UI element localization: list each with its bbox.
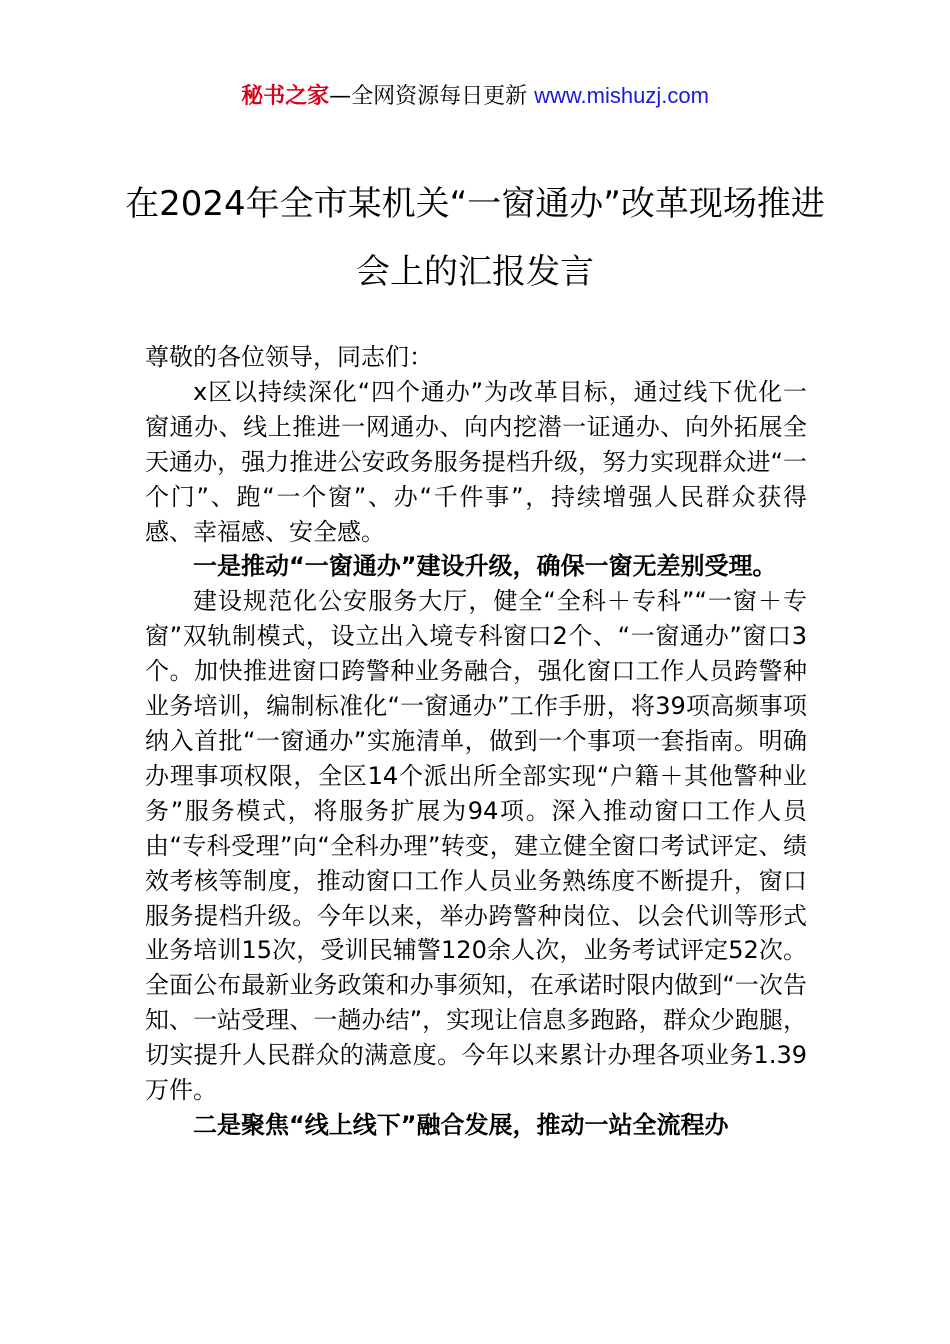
document-title: 在2024年全市某机关“一窗通办”改革现场推进会上的汇报发言 <box>125 184 825 292</box>
salutation: 尊敬的各位领导，同志们： <box>145 343 433 371</box>
header-tagline: —全网资源每日更新 <box>329 84 535 109</box>
brand-name: 秘书之家 <box>241 84 330 109</box>
section-heading-1: 一是推动“一窗通办”建设升级，确保一窗无差别受理。 <box>193 552 777 581</box>
document-body <box>145 340 807 1143</box>
paragraph-intro: x区以持续深化“四个通办”为改革目标，通过线下优化一窗通办、线上推进一网通办、向内挖潜一证通办、向外拓展全天通办，强力推进公安政务服务提档升级，努力实现群众进“一个门”、跑“一个窗”、办“千件事”，持续增强人民群众获得感、幸福感、安全感。 <box>145 377 807 546</box>
section-heading-2: 二是聚焦“线上线下”融合发展，推动一站全流程办 <box>193 1110 729 1139</box>
paragraph-section-1: 建设规范化公安服务大厅，健全“全科＋专科”“一窗＋专窗”双轨制模式，设立出入境专科窗口2个、“一窗通办”窗口3个。加快推进窗口跨警种业务融合，强化窗口工作人员跨警种业务培训，编制标准化“一窗通办”工作手册，将39项高频事项纳入首批“一窗通办”实施清单，做到一个事项一套指南。明确办理事项权限，全区14个派出所全部实现“户籍＋其他警种业务”服务模式，将服务扩展为94项。深入推动窗口工作人员由“专科受理”向“全科办理”转变，建立健全窗口考试评定、绩效考核等制度，推动窗口工作人员业务熟练度不断提升，窗口服务提档升级。今年以来，举办跨警种岗位、以会代训等形式业务培训15次，受训民辅警120余人次，业务考试评定52次。全面公布最新业务政策和办事须知，在承诺时限内做到“一次告知、一站受理、一趟办结”，实现让信息多跑路，群众少跑腿，切实提升人民群众的满意度。今年以来累计办理各项业务1.39万件。 <box>145 587 807 1105</box>
site-url-link[interactable]: www.mishuzj.com <box>534 83 709 108</box>
site-header <box>0 80 950 113</box>
